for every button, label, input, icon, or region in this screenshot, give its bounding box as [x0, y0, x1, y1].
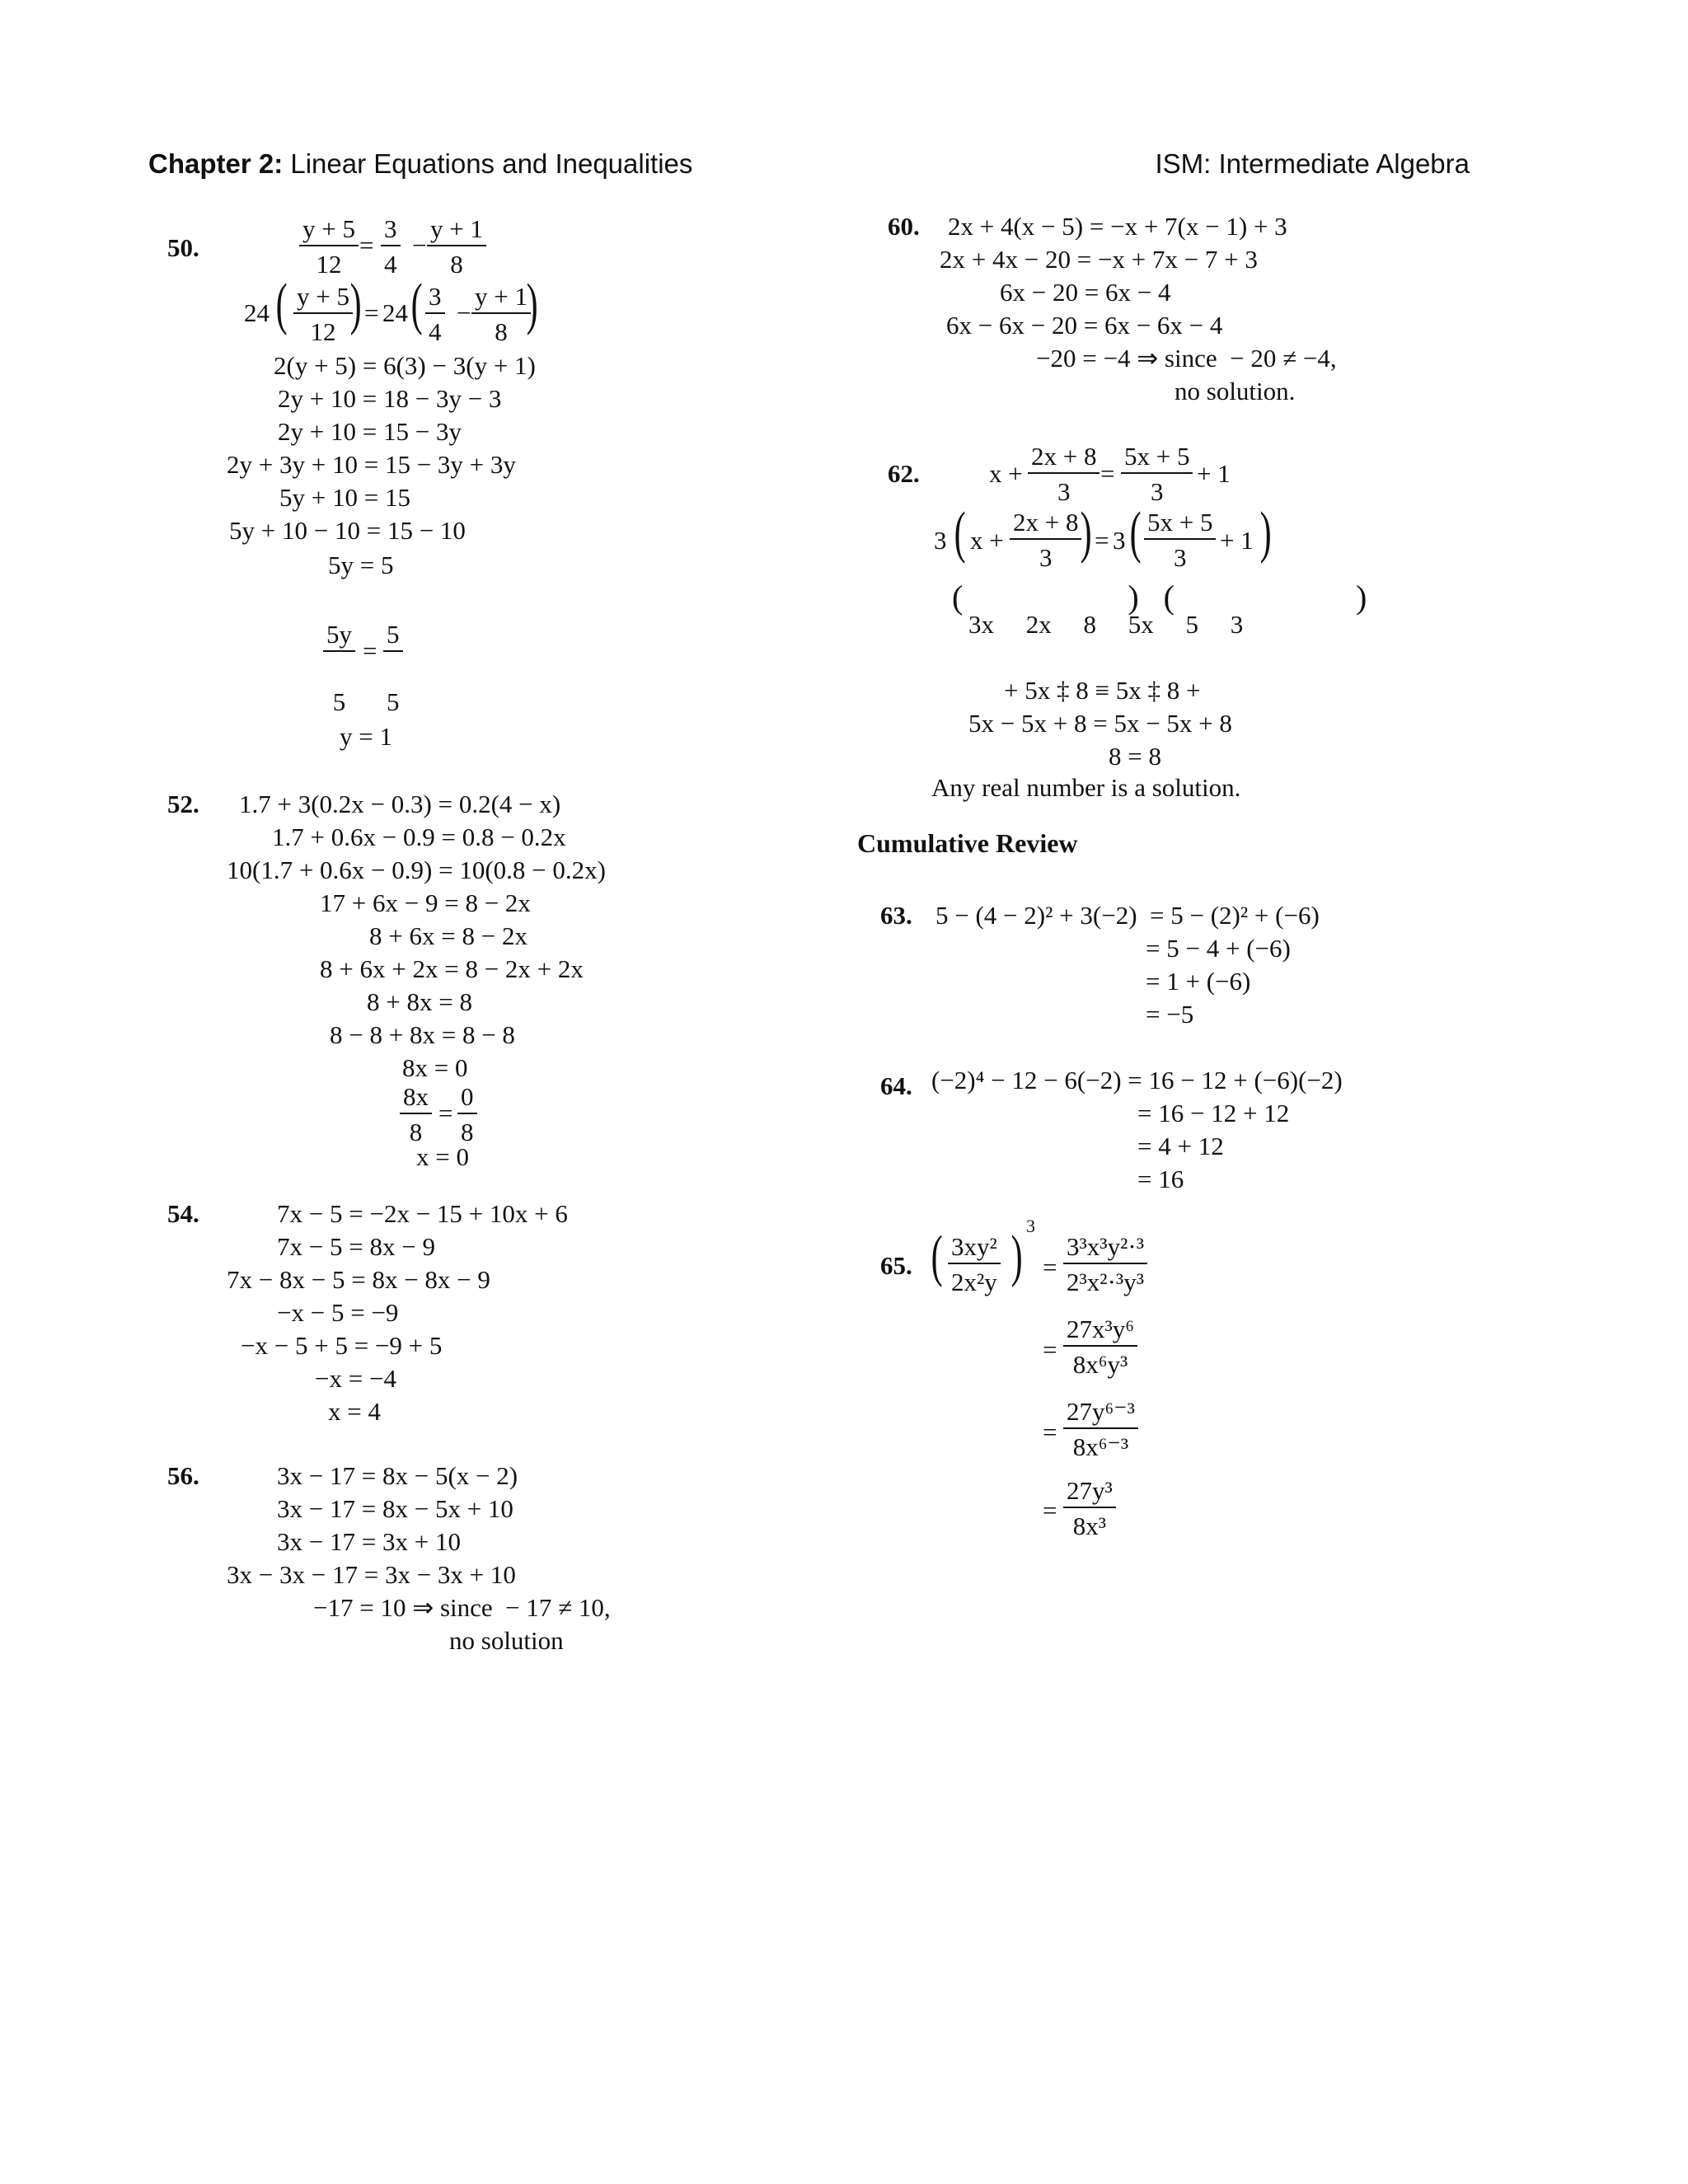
problem-62-number: 62.	[888, 459, 920, 488]
chapter-header	[148, 148, 692, 180]
equals-sign: =	[438, 1099, 453, 1127]
p52-line: 8 − 8 + 8x = 8 − 8	[330, 1020, 515, 1049]
denominator: 8	[461, 1118, 474, 1146]
p50-answer: y = 1	[340, 722, 392, 751]
p65-result-4	[1063, 1478, 1116, 1539]
right-paren: )	[526, 273, 538, 336]
numerator: 3³x³y²·³	[1063, 1234, 1147, 1264]
p60-line: −20 = −4 ⇒ since − 20 ≠ −4,	[1036, 344, 1337, 373]
chapter-label: Chapter 2:	[148, 148, 284, 179]
p54-line: −x − 5 = −9	[277, 1298, 399, 1327]
p60-line: 6x − 6x − 20 = 6x − 6x − 4	[946, 311, 1223, 340]
denominator: 8x⁶y³	[1072, 1350, 1128, 1379]
p56-line: 3x − 3x − 17 = 3x − 3x + 10	[227, 1560, 516, 1589]
p63-line: = 1 + (−6)	[1146, 967, 1251, 996]
p52-line: 1.7 + 0.6x − 0.9 = 0.8 − 0.2x	[272, 823, 566, 851]
p52-answer: x = 0	[416, 1142, 469, 1171]
left-paren: (	[1129, 501, 1142, 565]
equals-sign: =	[364, 298, 379, 327]
numerator: 5x + 5	[1121, 443, 1193, 474]
p52-line: 10(1.7 + 0.6x − 0.9) = 10(0.8 − 0.2x)	[227, 855, 606, 884]
numerator: y + 5	[293, 284, 353, 314]
problem-54-number: 54.	[167, 1199, 199, 1228]
problem-64-number: 64.	[880, 1071, 912, 1100]
p62-frac-2x8-3-b	[1010, 509, 1081, 570]
p50-line: 5y = 5	[328, 551, 394, 579]
equals-sign: =	[1043, 1335, 1057, 1364]
denominator: 4	[429, 317, 442, 346]
p54-line: −x − 5 + 5 = −9 + 5	[241, 1331, 443, 1360]
denominator: 5	[387, 687, 400, 716]
denominator: 8	[450, 250, 463, 279]
numerator: 5x + 5	[1144, 509, 1216, 540]
p52-line: 8 + 6x + 2x = 8 − 2x + 2x	[320, 954, 584, 983]
p65-result-1	[1063, 1234, 1147, 1295]
numerator: 5y	[323, 621, 355, 652]
equals-sign: =	[1043, 1418, 1057, 1446]
p50-line: 5y + 10 − 10 = 15 − 10	[229, 516, 466, 545]
p50-frac-3-4-b	[425, 284, 445, 344]
p50-frac-5-5	[383, 621, 403, 715]
p50-multiplier-24-b: 24	[382, 298, 408, 327]
numerator: 2x + 8	[1028, 443, 1100, 474]
numerator: 27x³y⁶	[1063, 1316, 1137, 1347]
p62-multiplier-3: 3	[934, 526, 947, 555]
p52-frac-0-8	[457, 1084, 477, 1145]
p64-line: (−2)⁴ − 12 − 6(−2) = 16 − 12 + (−6)(−2)	[931, 1066, 1343, 1094]
p50-line: 5y + 10 = 15	[279, 483, 410, 512]
denominator: 3	[1173, 543, 1187, 572]
denominator: 3	[1057, 477, 1071, 506]
p60-line: 6x − 20 = 6x − 4	[1000, 278, 1171, 307]
book-title: ISM: Intermediate Algebra	[1155, 148, 1470, 179]
problem-56-number: 56.	[167, 1461, 199, 1490]
p64-line: = 16 − 12 + 12	[1137, 1099, 1290, 1127]
p65-exponent: 3	[1026, 1216, 1035, 1236]
p60-line: 2x + 4(x − 5) = −x + 7(x − 1) + 3	[948, 212, 1287, 241]
p50-line: 2y + 3y + 10 = 15 − 3y + 3y	[227, 450, 516, 479]
equals-sign: =	[1095, 526, 1109, 555]
p50-multiplier-24: 24	[244, 298, 270, 327]
numerator: 27y³	[1063, 1478, 1116, 1508]
section-title: Cumulative Review	[857, 828, 1078, 858]
denominator: 2x²y	[951, 1268, 997, 1296]
p50-frac-y1-8	[427, 216, 486, 277]
bracket-mark: ( ) ( )	[952, 579, 1367, 616]
numerator: y + 1	[427, 216, 486, 246]
p62-line: 5x − 5x + 8 = 5x − 5x + 8	[968, 709, 1232, 738]
p64-line: = 16	[1137, 1165, 1184, 1193]
denominator: 8	[495, 317, 508, 346]
equals-sign: =	[1043, 1253, 1057, 1282]
denominator: 3	[1150, 477, 1164, 506]
numerator: 5	[383, 621, 403, 652]
p62-line: Any real number is a solution.	[931, 773, 1241, 802]
right-paren: )	[349, 273, 362, 336]
p50-frac-3-4	[381, 216, 401, 277]
numerator: 3xy²	[948, 1234, 1001, 1264]
p65-result-3	[1063, 1399, 1138, 1460]
denominator: 12	[310, 317, 336, 346]
p56-line: −17 = 10 ⇒ since − 17 ≠ 10,	[313, 1593, 611, 1622]
left-paren: (	[954, 501, 966, 565]
numerator: 2x + 8	[1010, 509, 1081, 540]
p50-frac-y5-12	[299, 216, 359, 277]
denominator: 3	[1039, 543, 1053, 572]
numerator: 8x	[400, 1084, 432, 1114]
denominator: 8x³	[1072, 1511, 1107, 1540]
p63-line: = −5	[1146, 1000, 1194, 1029]
problem-63-number: 63.	[880, 901, 912, 930]
p62-multiplier-3-b: 3	[1113, 526, 1126, 555]
p56-line: 3x − 17 = 3x + 10	[277, 1527, 461, 1556]
right-paren: )	[1259, 501, 1272, 565]
p50-frac-y1-8-b	[471, 284, 531, 344]
problem-52-number: 52.	[167, 790, 199, 818]
left-paren: (	[410, 273, 423, 336]
numerator: y + 1	[471, 284, 531, 314]
p54-line: 7x − 5 = −2x − 15 + 10x + 6	[277, 1199, 568, 1228]
p63-line: 5 − (4 − 2)² + 3(−2) = 5 − (2)² + (−6)	[935, 901, 1320, 930]
numerator: 0	[457, 1084, 477, 1114]
denominator: 12	[316, 250, 342, 279]
p50-line: 2y + 10 = 15 − 3y	[278, 417, 462, 446]
denominator: 5	[332, 687, 346, 716]
denominator: 8	[409, 1118, 423, 1146]
p62-plus-one: + 1	[1197, 459, 1231, 488]
p54-line: x = 4	[328, 1397, 381, 1426]
numerator: 3	[425, 284, 445, 314]
p50-line: 2(y + 5) = 6(3) − 3(y + 1)	[274, 351, 536, 380]
p64-line: = 4 + 12	[1137, 1132, 1224, 1160]
right-paren: )	[1080, 501, 1092, 565]
equals-sign: =	[359, 231, 374, 260]
p50-line: 2y + 10 = 18 − 3y − 3	[278, 384, 502, 413]
p65-base-frac	[948, 1234, 1001, 1295]
p62-frac-5x5-3-b	[1144, 509, 1216, 570]
p56-line: no solution	[449, 1626, 564, 1655]
p54-line: 7x − 8x − 5 = 8x − 8x − 9	[227, 1265, 490, 1294]
left-paren: (	[275, 273, 288, 336]
p62-frac-2x8-3	[1028, 443, 1100, 504]
equals-sign: =	[1043, 1496, 1057, 1525]
equals-sign: =	[1100, 459, 1115, 488]
p56-line: 3x − 17 = 8x − 5(x − 2)	[277, 1461, 518, 1490]
p62-line: 8 = 8	[1109, 742, 1161, 771]
minus-sign: −	[412, 231, 427, 260]
denominator: 8x⁶⁻³	[1072, 1432, 1129, 1461]
p54-line: −x = −4	[315, 1364, 396, 1393]
p60-line: 2x + 4x − 20 = −x + 7x − 7 + 3	[940, 245, 1258, 274]
p50-frac-y5-12-b	[293, 284, 353, 344]
numerator: 3	[381, 216, 401, 246]
p52-line: 17 + 6x − 9 = 8 − 2x	[320, 888, 531, 917]
p52-line: 8 + 8x = 8	[367, 987, 472, 1016]
numerator: 27y⁶⁻³	[1063, 1399, 1138, 1429]
chapter-title: Linear Equations and Inequalities	[290, 148, 693, 179]
denominator: 4	[384, 250, 397, 279]
denominator: 2³x²·³y³	[1067, 1268, 1144, 1296]
problem-65-number: 65.	[880, 1251, 912, 1280]
p50-frac-5y-5	[323, 621, 355, 715]
p56-line: 3x − 17 = 8x − 5x + 10	[277, 1494, 513, 1523]
numerator: y + 5	[299, 216, 359, 246]
p62-plus-one-b: + 1	[1220, 526, 1254, 555]
p62-x-plus-b: x +	[970, 526, 1004, 555]
right-paren: )	[1010, 1225, 1023, 1288]
p52-line: 8 + 6x = 8 − 2x	[369, 921, 528, 950]
p65-result-2	[1063, 1316, 1137, 1377]
p60-line: no solution.	[1175, 377, 1296, 405]
p62-frac-5x5-3	[1121, 443, 1193, 504]
p52-line: 8x = 0	[402, 1053, 468, 1082]
p52-line: 1.7 + 3(0.2x − 0.3) = 0.2(4 − x)	[239, 790, 561, 818]
p62-line: + 5x ‡ 8 ≡ 5x ‡ 8 +	[1004, 676, 1201, 705]
p62-line: 3x 2x 8 5x 5 3	[968, 610, 1244, 639]
equals-sign: =	[363, 636, 377, 665]
p52-frac-8x-8	[400, 1084, 432, 1145]
p62-x-plus: x +	[989, 459, 1023, 488]
minus-sign: −	[457, 298, 471, 327]
p54-line: 7x − 5 = 8x − 9	[277, 1232, 435, 1261]
p63-line: = 5 − 4 + (−6)	[1146, 934, 1291, 963]
problem-50-number: 50.	[167, 233, 199, 262]
left-paren: (	[931, 1225, 943, 1288]
problem-60-number: 60.	[888, 212, 920, 241]
